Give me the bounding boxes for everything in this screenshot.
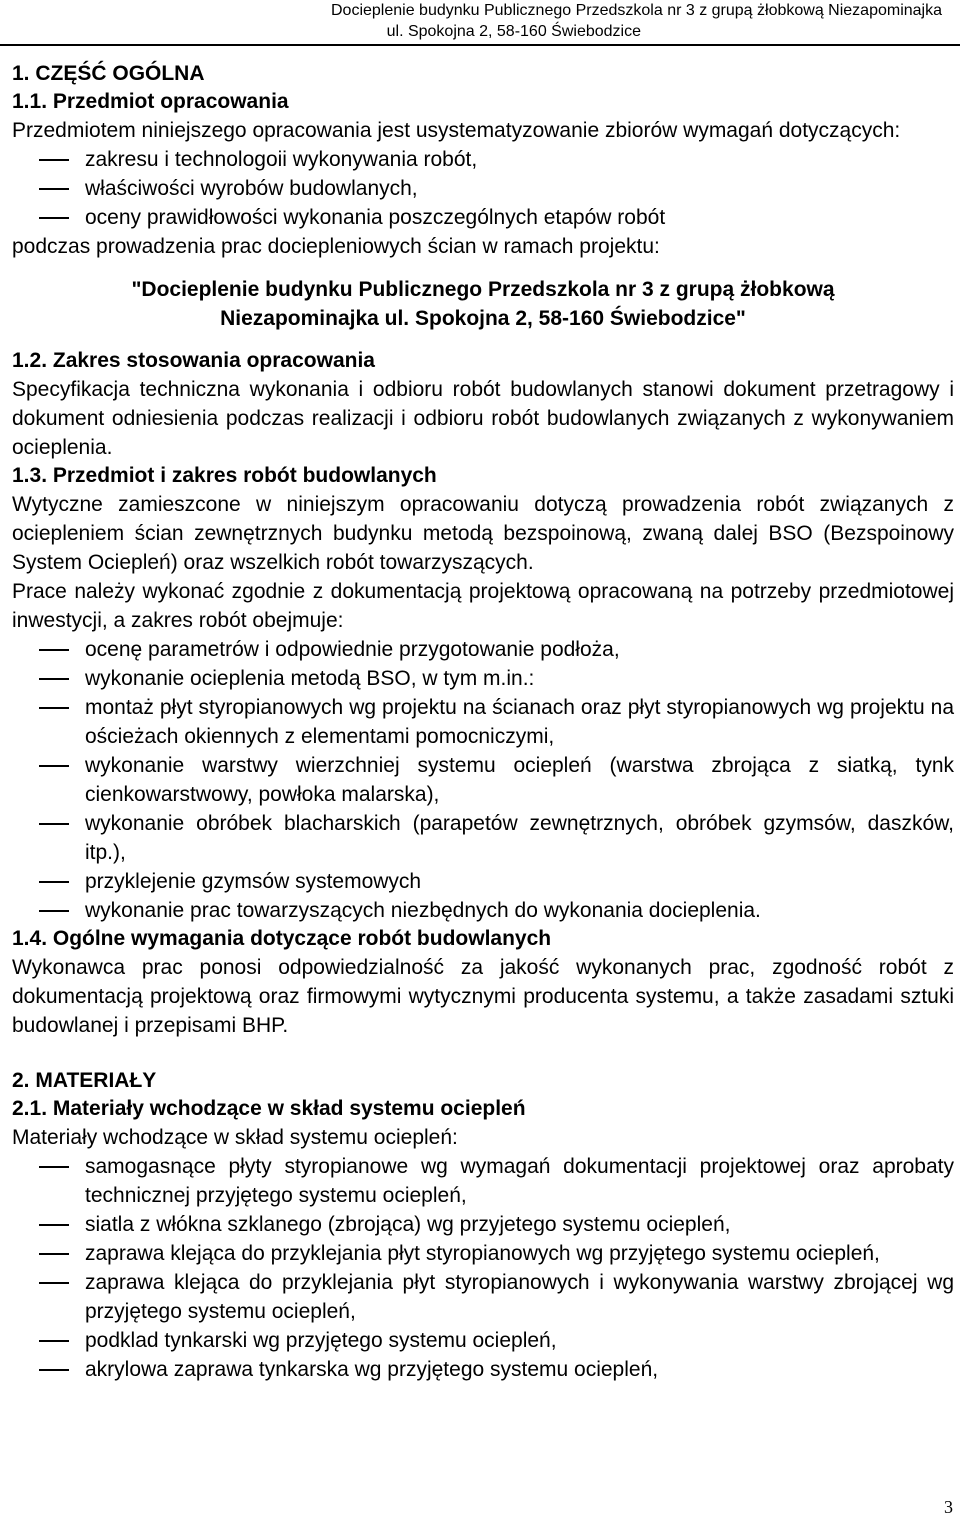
list-item: właściwości wyrobów budowlanych, — [12, 174, 954, 203]
section-1-1-heading: 1.1. Przedmiot opracowania — [12, 90, 289, 113]
header-title-line: Docieplenie budynku Publicznego Przedszkola nr 3 z grupą żłobkową Niezapominajka — [330, 2, 942, 19]
section-1-3-list — [12, 635, 954, 925]
list-item: oceny prawidłowości wykonania poszczególnych etapów robót — [12, 203, 954, 232]
section-2-heading: 2. MATERIAŁY — [12, 1069, 157, 1092]
list-item: wykonanie ocieplenia metodą BSO, w tym m.in.: — [12, 664, 954, 693]
dash-bullet-icon — [39, 707, 69, 709]
list-item: samogasnące płyty styropianowe wg wymagań dokumentacji projektowej oraz aprobaty technicznej przyjętego systemu ociepleń, — [12, 1152, 954, 1210]
dash-bullet-icon — [39, 823, 69, 825]
dash-bullet-icon — [39, 1282, 69, 1284]
dash-bullet-icon — [39, 910, 69, 912]
project-name-line-1: "Docieplenie budynku Publicznego Przedszkola nr 3 z grupą żłobkową — [131, 278, 835, 301]
section-1-3-text-1: Wytyczne zamieszcone w niniejszym opracowaniu dotyczą prowadzenia robót związanych z ociepleniem ścian zewnętrznych budynku metodą bezspoinową, zwaną dalej BSO (Bezspoinowy System Ociepleń) oraz wszelkich robót towarzyszących. — [12, 493, 954, 574]
section-1-3-heading: 1.3. Przedmiot i zakres robót budowlanych — [12, 464, 437, 487]
list-item: zaprawa klejąca do przyklejania płyt styropianowych wg przyjętego systemu ociepleń, — [12, 1239, 954, 1268]
dash-bullet-icon — [39, 1166, 69, 1168]
list-item: wykonanie prac towarzyszących niezbędnych do wykonania docieplenia. — [12, 896, 954, 925]
list-item: podklad tynkarski wg przyjętego systemu ociepleń, — [12, 1326, 954, 1355]
list-item: akrylowa zaprawa tynkarska wg przyjętego systemu ociepleń, — [12, 1355, 954, 1384]
dash-bullet-icon — [39, 765, 69, 767]
section-1-2-text: Specyfikacja techniczna wykonania i odbioru robót budowlanych stanowi dokument przetragowy i dokument odniesienia podczas realizacji i odbioru robót budowlanych związanych z wykonywaniem ocieplenia. — [12, 378, 954, 459]
list-item: montaż płyt styropianowych wg projektu na ścianach oraz płyt styropianowych wg projektu na ościeżach okiennych z elementami pomocniczymi, — [12, 693, 954, 751]
list-item: ocenę parametrów i odpowiednie przygotowanie podłoża, — [12, 635, 954, 664]
section-1-2-heading: 1.2. Zakres stosowania opracowania — [12, 349, 375, 372]
dash-bullet-icon — [39, 649, 69, 651]
page-header — [0, 0, 960, 46]
list-item: wykonanie warstwy wierzchniej systemu ociepleń (warstwa zbrojąca z siatką, tynk cienkowarstwowy, powłoka malarska), — [12, 751, 954, 809]
section-1-4-heading: 1.4. Ogólne wymagania dotyczące robót budowlanych — [12, 927, 552, 950]
list-item: zakresu i technologoii wykonywania robót, — [12, 145, 954, 174]
section-1-4-text: Wykonawca prac ponosi odpowiedzialność za jakość wykonanych prac, zgodność robót z dokumentacją projektową oraz firmowymi wytycznymi producenta systemu, a także zasadami sztuki budowlanej i przepisami BHP. — [12, 956, 954, 1037]
project-name-line-2: Niezapominajka ul. Spokojna 2, 58-160 Świebodzice" — [220, 307, 746, 330]
section-1-1-after: podczas prowadzenia prac dociepleniowych ścian w ramach projektu: — [12, 235, 660, 258]
list-item: zaprawa klejąca do przyklejania płyt styropianowych i wykonywania warstwy zbrojącej wg przyjętego systemu ociepleń, — [12, 1268, 954, 1326]
section-2-1-heading: 2.1. Materiały wchodzące w skład systemu ociepleń — [12, 1097, 526, 1120]
section-2-1-list — [12, 1152, 954, 1384]
list-item: wykonanie obróbek blacharskich (parapetów zewnętrznych, obróbek gzymsów, daszków, itp.), — [12, 809, 954, 867]
section-1-heading: 1. CZĘŚĆ OGÓLNA — [12, 62, 205, 85]
header-address-line: ul. Spokojna 2, 58-160 Świebodzice — [386, 23, 641, 40]
section-2-1-intro: Materiały wchodzące w skład systemu ociepleń: — [12, 1126, 458, 1149]
section-1-1-list — [12, 145, 954, 232]
document-body — [12, 60, 954, 1384]
dash-bullet-icon — [39, 188, 69, 190]
dash-bullet-icon — [39, 1253, 69, 1255]
dash-bullet-icon — [39, 678, 69, 680]
dash-bullet-icon — [39, 159, 69, 161]
dash-bullet-icon — [39, 1369, 69, 1371]
dash-bullet-icon — [39, 217, 69, 219]
dash-bullet-icon — [39, 1340, 69, 1342]
dash-bullet-icon — [39, 1224, 69, 1226]
section-1-1-intro: Przedmiotem niniejszego opracowania jest usystematyzowanie zbiorów wymagań dotyczących: — [12, 119, 901, 142]
list-item: przyklejenie gzymsów systemowych — [12, 867, 954, 896]
page-number: 3 — [944, 1497, 953, 1517]
list-item: siatla z włókna szklanego (zbrojąca) wg przyjetego systemu ociepleń, — [12, 1210, 954, 1239]
dash-bullet-icon — [39, 881, 69, 883]
section-1-3-text-2: Prace należy wykonać zgodnie z dokumentacją projektową opracowaną na potrzeby przedmiotowej inwestycji, a zakres robót obejmuje: — [12, 580, 954, 632]
